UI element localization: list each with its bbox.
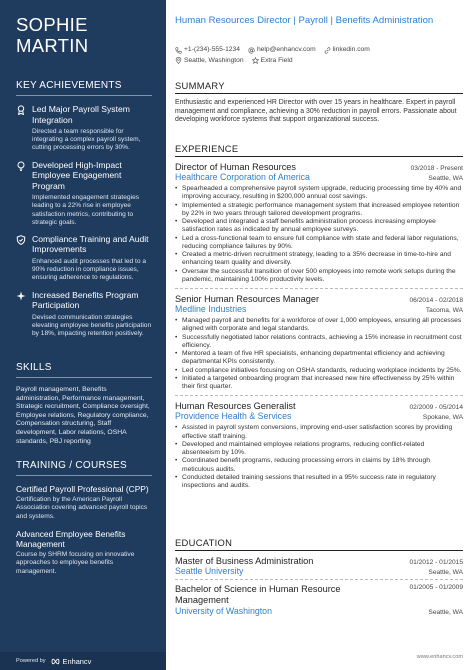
education-dates: 01/2005 - 01/2009 [409,584,463,591]
job-title: Director of Human Resources [175,162,297,172]
powered-by-bar [0,652,166,670]
skills-list: Payroll management, Benefits administration, Performance management, Strategic recruitment, Compliance oversight, Employee relations, Regulatory compliance, Compensation structuring, Staff development, Labor relations, OSHA standards, PBJ reporting [16,386,150,445]
bullet-item: • Developed and integrated a staff benefits administration process increasing employee satisfaction rates as indicated by annual employee surveys. [175,218,463,235]
bullet-item: • Managed payroll and benefits for a workforce of over 1,000 employees, ensuring all processes aligned with corporate and legal standards. [175,317,463,334]
main-column [175,0,463,670]
bullet-item: • Developed and maintained employee relations programs, reducing conflict-related absenteeism by 10%. [175,441,463,458]
section-title-key-achievements: KEY ACHIEVEMENTS [16,80,152,96]
degree: Master of Business Administration [175,556,314,566]
star-icon [252,57,259,64]
phone-text: +1-(234)-555-1234 [184,46,240,53]
bullet-item: • Assisted in payroll system conversions, improving end-user satisfaction scores by providing effective staff training. [175,424,463,441]
job-bullets [175,424,463,490]
education-entry [175,584,463,616]
job-location: Seattle, WA [428,175,463,182]
job-dates: 02/2009 - 05/2014 [409,404,463,412]
phone-contact[interactable] [175,45,240,56]
infinity-icon [51,658,60,665]
school-name: University of Washington [175,606,272,616]
job-entry [175,162,463,284]
job-title: Senior Human Resources Manager [175,294,320,304]
achievement-item [16,160,152,227]
bullet-item: • Led a cross-functional team to ensure full compliance with state and federal labor regulations, reducing compliance failures by 90%. [175,235,463,252]
divider [175,579,463,580]
powered-by-label: Powered by [16,658,46,664]
course-item [16,484,152,521]
lightbulb-icon [16,161,26,171]
achievement-item [16,234,152,283]
section-title-education: EDUCATION [175,537,463,551]
shield-icon [16,235,26,245]
job-location: Spokane, WA [422,414,463,422]
summary-section [175,80,463,125]
summary-text: Enthusiastic and experienced HR Director with over 15 years in healthcare. Expert in payroll management and compliance, achieving a 30% reduction in payroll errors. Passionate about developing workforce systems that support organizational success. [175,99,457,124]
job-location: Tacoma, WA [425,307,463,314]
job-dates: 06/2014 - 02/2018 [409,297,463,304]
extra-text: Extra Field [260,56,293,64]
section-title-summary: SUMMARY [175,80,463,94]
achievement-desc: Enhanced audit processes that led to a 90% reduction in compliance issues, ensuring adherence to regulations. [32,257,147,282]
education-section [175,537,463,616]
company-name: Providence Health & Services [175,411,292,422]
education-dates: 01/2012 - 01/2015 [409,559,463,566]
school-location: Seattle, WA [428,569,463,576]
company-name: Healthcare Corporation of America [175,172,310,182]
experience-section [175,143,463,490]
bullet-item: • Coordinated benefit programs, reducing processing errors in claims by 18% through meticulous audits. [175,457,463,474]
location-text: Seattle, Washington [184,56,244,64]
section-title-skills: SKILLS [16,362,152,378]
bullet-item: • Implemented a strategic performance management system that increased employee retention by 22% in two years through tailored development programs. [175,202,463,219]
bullet-item: • Oversaw the successful transition of over 500 employees into remote work setups during the pandemic, maintaining 100% productivity levels. [175,268,463,285]
bullet-item: • Created a metric-driven recruitment strategy, leading to a 35% decrease in time-to-hire and enhancing team quality and diversity. [175,251,463,268]
job-dates: 03/2018 - Present [410,165,463,172]
job-entry [175,401,463,490]
achievement-desc: Devised communication strategies elevating employee benefits participation by 18%, impacting retention positively. [32,313,152,337]
bullet-item: • Initiated a targeted onboarding program that increased new hire effectiveness by 25% within their first quarter. [175,375,463,392]
divider [175,395,463,396]
course-item [16,529,152,576]
achievement-item [16,104,152,153]
brand-logo[interactable] [51,657,92,666]
job-title: Human Resources Generalist [175,401,296,412]
location-pin-icon [175,57,182,64]
job-bullets [175,185,463,284]
degree: Bachelor of Science in Human Resource Management [175,584,341,605]
key-achievements-section [16,80,152,345]
education-entry [175,556,463,576]
bullet-item: • Spearheaded a comprehensive payroll system upgrade, reducing processing time by 40% and improving accuracy, resulting in $200,000 annual cost savings. [175,185,463,202]
bullet-item: • Mentored a team of five HR specialists, enhancing departmental efficiency and achieving departmental KPIs consistently. [175,350,463,367]
bullet-item: • Led compliance initiatives focusing on OSHA standards, reducing workplace incidents by 25%. [175,367,463,375]
linkedin-text: linkedin.com [332,46,370,53]
candidate-name: SOPHIE MARTIN [16,14,89,56]
extra-field [252,56,293,67]
training-section [16,460,152,584]
course-desc: Certification by the American Payroll Association covering advanced payroll topics and systems. [16,496,148,520]
headline: Human Resources Director | Payroll | Benefits Administration [175,15,434,26]
course-title: Advanced Employee Benefits Management [16,528,126,550]
ribbon-icon [16,105,26,115]
contact-info [175,45,463,66]
course-desc: Course by SHRM focusing on innovative approaches to employee benefits management. [16,551,135,575]
sidebar [0,0,166,670]
achievement-title: Increased Benefits Program Participation [32,289,139,311]
school-name: Seattle University [175,566,244,576]
bullet-item: • Successfully negotiated labor relations contracts, achieving a 15% increase in recruitment cost efficiency. [175,334,463,351]
company-name: Medline Industries [175,304,247,314]
footer-url[interactable]: www.enhancv.com [416,654,463,660]
skills-section [16,362,152,446]
school-location: Seattle, WA [428,609,463,616]
phone-icon [175,47,182,54]
sparkle-icon [16,291,26,301]
linkedin-contact[interactable] [324,45,370,56]
achievement-desc: Directed a team responsible for integrating a complex payroll system, cutting processing errors by 30%. [32,128,141,152]
section-title-experience: EXPERIENCE [175,143,463,157]
achievement-title: Compliance Training and Audit Improvements [32,233,149,255]
achievement-title: Developed High-Impact Employee Engagement Program [32,159,122,191]
location-contact [175,56,244,67]
email-text: help@enhancv.com [256,46,316,53]
email-contact[interactable] [248,45,316,56]
job-entry [175,294,463,391]
divider [175,288,463,289]
link-icon [324,47,331,54]
section-title-training: TRAINING / COURSES [16,460,152,476]
course-title: Certified Payroll Professional (CPP) [16,484,149,494]
achievement-desc: Implemented engagement strategies leading to a 22% rise in employee satisfaction metrics, contributing to strategic goals. [32,194,140,226]
job-bullets [175,317,463,391]
brand-name: Enhancv [62,656,92,666]
at-icon [248,47,255,54]
achievement-title: Led Major Payroll System Integration [32,104,130,125]
achievement-item [16,290,152,339]
bullet-item: • Conducted detailed training sessions that resulted in a 95% success rate in regulatory inspections and audits. [175,474,463,491]
